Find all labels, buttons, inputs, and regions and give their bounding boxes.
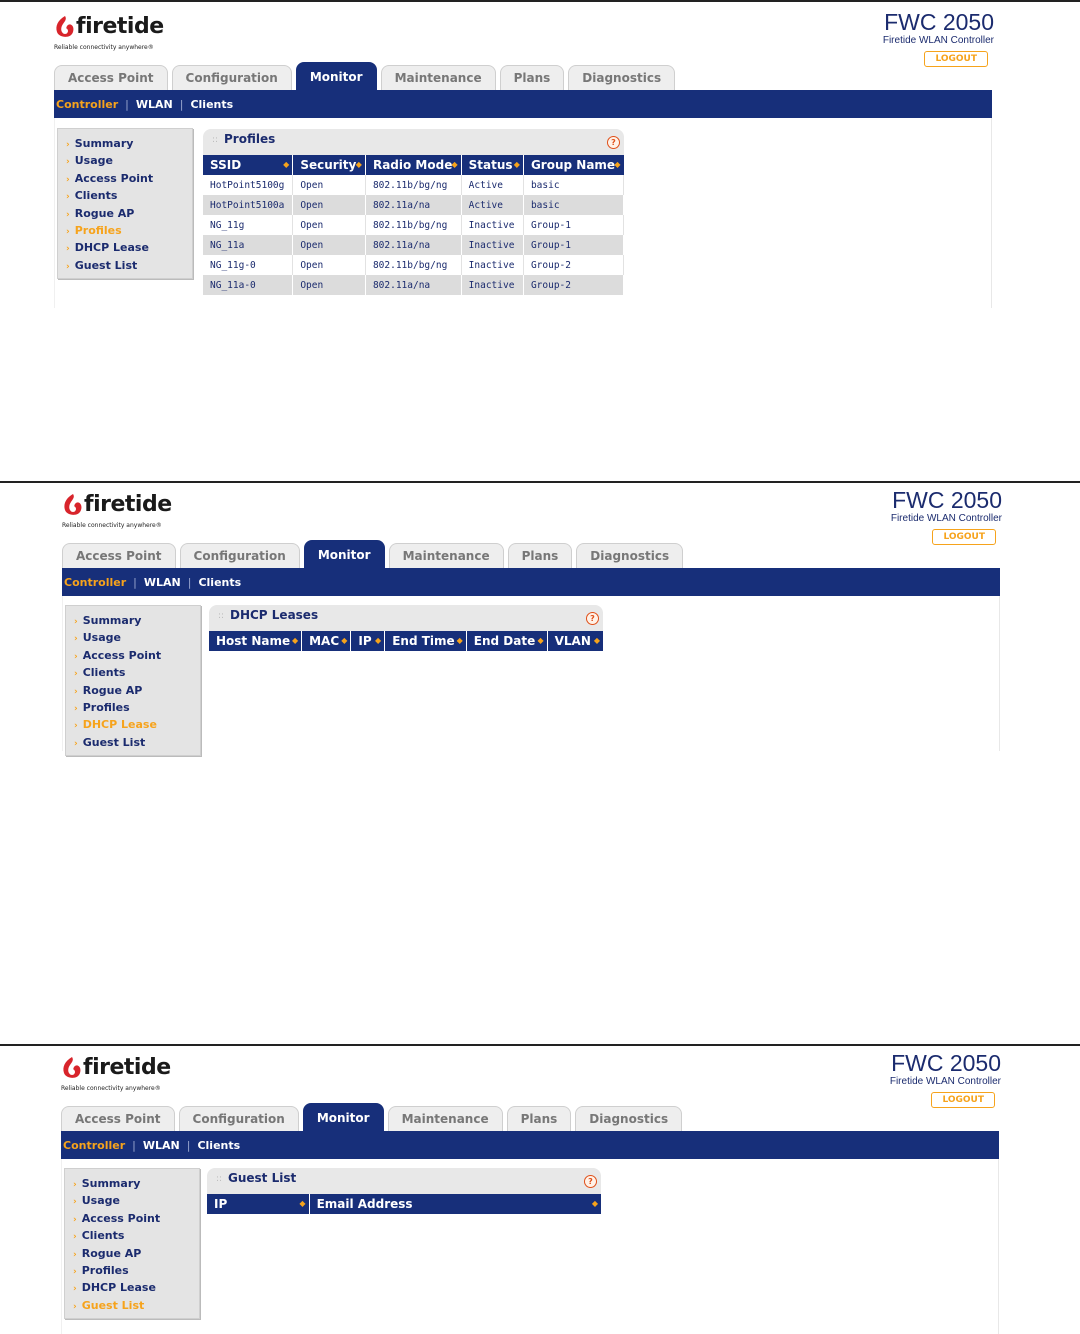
chevron-right-icon: › [74, 669, 78, 680]
tab-diagnostics[interactable]: Diagnostics [568, 65, 675, 91]
table-cell: Open [293, 275, 366, 295]
chevron-right-icon: › [74, 617, 78, 627]
table-cell: 802.11b/bg/ng [365, 255, 461, 275]
sort-icon[interactable]: ◆ [593, 636, 600, 645]
model-title: FWC 2050 [884, 9, 994, 35]
subnav-controller[interactable]: Controller [64, 575, 127, 589]
model-title: FWC 2050 [891, 1050, 1001, 1076]
chevron-right-icon: › [66, 244, 70, 255]
chevron-right-icon: › [74, 686, 78, 697]
chevron-right-icon: › [73, 1232, 77, 1243]
side-menu-label: Clients [82, 666, 126, 680]
main-tabs [62, 540, 683, 568]
table-row[interactable] [203, 175, 624, 195]
side-menu-item-rogue-ap[interactable] [58, 205, 192, 222]
chevron-right-icon: › [73, 1214, 77, 1225]
side-menu-item-summary[interactable] [65, 1175, 199, 1192]
tab-monitor[interactable]: Monitor [303, 1103, 384, 1132]
table-cell: Open [293, 255, 366, 275]
table-header-row [207, 1194, 601, 1214]
subnav-clients[interactable]: Clients [197, 1138, 241, 1152]
table-cell: Group-1 [523, 215, 623, 235]
subnav-wlan[interactable]: WLAN [135, 97, 173, 111]
sort-icon[interactable]: ◆ [291, 636, 299, 645]
model-block [890, 1051, 1001, 1108]
column-header-label: Radio Mode [372, 158, 453, 172]
column-header-group-name[interactable] [523, 155, 623, 175]
column-header-label: MAC [309, 634, 340, 648]
column-header-radio-mode[interactable] [365, 155, 461, 175]
data-table [207, 1194, 601, 1214]
side-menu-item-rogue-ap[interactable] [66, 682, 200, 699]
column-header-email-address[interactable] [309, 1194, 601, 1214]
content-area [54, 118, 992, 308]
subnav-clients[interactable]: Clients [198, 575, 242, 589]
model-subtitle: Firetide WLAN Controller [890, 513, 1002, 524]
logo-tagline: Reliable connectivity anywhere® [61, 1085, 161, 1092]
table-cell: NG_11g-0 [203, 255, 293, 275]
panel-title: Guest List [228, 1171, 297, 1185]
subnav-separator: | [133, 575, 137, 589]
table-cell: NG_11g [203, 215, 293, 235]
chevron-right-icon: › [74, 738, 78, 749]
side-menu-label: Guest List [82, 735, 146, 749]
column-header-security[interactable] [293, 155, 366, 175]
subnav-separator: | [186, 1138, 191, 1152]
sort-icon[interactable]: ◆ [591, 1199, 598, 1208]
table-cell: Open [293, 215, 366, 235]
side-menu-item-clients[interactable] [65, 1227, 199, 1244]
column-header-ip[interactable] [207, 1194, 309, 1214]
flame-logo-icon [61, 1055, 83, 1081]
tab-maintenance[interactable]: Maintenance [388, 1106, 503, 1132]
logo-tagline: Reliable connectivity anywhere® [62, 522, 162, 529]
table-cell: Group-2 [523, 275, 623, 295]
table-cell: Inactive [461, 275, 523, 295]
help-icon[interactable]: ? [607, 136, 620, 149]
table-cell: 802.11b/bg/ng [365, 215, 461, 235]
sub-navigation [54, 90, 992, 118]
side-menu-label: Guest List [74, 258, 138, 272]
logo-tagline: Reliable connectivity anywhere® [54, 44, 154, 51]
model-subtitle: Firetide WLAN Controller [882, 35, 994, 46]
table-cell: HotPoint5100a [203, 195, 293, 215]
tab-configuration[interactable]: Configuration [180, 543, 300, 569]
side-menu-label: Profiles [81, 1263, 129, 1277]
column-header-label: Status [468, 158, 513, 172]
data-panel [209, 605, 603, 651]
model-block [891, 488, 1002, 545]
side-menu-label: DHCP Lease [82, 718, 157, 732]
side-menu-label: Summary [81, 1177, 141, 1190]
side-menu-item-profiles[interactable] [66, 699, 200, 716]
chevron-right-icon: › [74, 703, 78, 714]
table-header-row [203, 155, 624, 175]
table-cell: Inactive [461, 215, 523, 235]
column-header-status[interactable] [461, 155, 523, 175]
sort-icon[interactable]: ◆ [614, 160, 621, 169]
logout-button[interactable]: LOGOUT [932, 529, 996, 545]
side-menu-label: Guest List [81, 1298, 145, 1312]
table-cell: HotPoint5100g [203, 175, 293, 195]
table-cell: Group-1 [523, 235, 623, 255]
side-menu [57, 128, 193, 279]
side-menu-item-clients[interactable] [66, 664, 200, 681]
column-header-ip[interactable] [351, 631, 385, 651]
model-block [883, 10, 994, 67]
sort-icon[interactable]: ◆ [513, 160, 520, 169]
side-menu-item-guest-list[interactable] [66, 734, 200, 751]
drag-handle-icon[interactable]: :: [218, 611, 225, 621]
app-screen [54, 4, 994, 308]
subnav-separator: | [125, 97, 129, 111]
data-table [203, 155, 624, 295]
table-cell: basic [523, 175, 623, 195]
side-menu-label: Usage [82, 631, 121, 645]
panel-header [207, 1168, 601, 1194]
table-row[interactable] [203, 215, 624, 235]
sort-icon[interactable]: ◆ [283, 160, 290, 169]
chevron-right-icon: › [66, 174, 70, 185]
subnav-clients[interactable]: Clients [190, 97, 234, 111]
side-menu-label: Usage [74, 154, 113, 168]
table-cell: NG_11a [203, 235, 293, 255]
side-menu-label: Summary [74, 137, 134, 150]
sub-navigation [61, 1131, 999, 1159]
side-menu-label: Usage [81, 1194, 120, 1208]
chevron-right-icon: › [66, 192, 70, 203]
panel-header [209, 605, 603, 631]
tab-access-point[interactable]: Access Point [61, 1106, 175, 1132]
help-icon[interactable]: ? [584, 1175, 597, 1188]
app-screen [62, 482, 1002, 751]
subnav-separator: | [132, 1138, 136, 1152]
model-subtitle: Firetide WLAN Controller [889, 1076, 1001, 1087]
table-cell: Inactive [461, 255, 523, 275]
chevron-right-icon: › [73, 1284, 77, 1295]
side-menu-label: Profiles [82, 700, 130, 714]
tab-access-point[interactable]: Access Point [54, 65, 168, 91]
table-cell: Group-2 [523, 255, 623, 275]
side-menu-label: DHCP Lease [74, 241, 149, 255]
app-screen [61, 1045, 1001, 1334]
side-menu-label: Access Point [74, 171, 154, 185]
column-header-label: Group Name [530, 158, 616, 172]
drag-handle-icon[interactable]: :: [216, 1174, 223, 1184]
side-menu-label: Rogue AP [74, 206, 135, 220]
flame-logo-icon [62, 492, 84, 518]
chevron-right-icon: › [66, 261, 70, 272]
logout-button[interactable]: LOGOUT [924, 51, 988, 67]
panel-title: DHCP Leases [230, 608, 319, 622]
tab-maintenance[interactable]: Maintenance [381, 65, 496, 91]
logout-button[interactable]: LOGOUT [931, 1092, 995, 1108]
side-menu-item-dhcp-lease[interactable] [58, 239, 192, 256]
table-cell: Active [461, 175, 523, 195]
side-menu-item-summary[interactable] [66, 612, 200, 629]
column-header-label: Email Address [316, 1197, 413, 1211]
subnav-wlan[interactable]: WLAN [143, 575, 181, 589]
side-menu-label: Access Point [81, 1211, 161, 1225]
sort-icon[interactable]: ◆ [456, 636, 463, 645]
side-menu-item-access-point[interactable] [65, 1210, 199, 1227]
panel-header [203, 129, 624, 155]
chevron-right-icon: › [66, 140, 70, 150]
column-header-end-date[interactable] [466, 631, 547, 651]
sort-icon[interactable]: ◆ [451, 160, 458, 169]
table-row[interactable] [203, 275, 624, 295]
chevron-right-icon: › [73, 1180, 77, 1190]
tab-configuration[interactable]: Configuration [172, 65, 292, 91]
help-icon[interactable]: ? [586, 612, 599, 625]
table-cell: 802.11a/na [365, 195, 461, 215]
drag-handle-icon[interactable]: :: [212, 135, 219, 145]
subnav-controller[interactable]: Controller [56, 97, 119, 111]
firetide-logo[interactable] [62, 492, 172, 536]
side-menu-label: Rogue AP [81, 1246, 142, 1260]
sort-icon[interactable]: ◆ [341, 636, 348, 645]
data-panel [207, 1168, 601, 1214]
chevron-right-icon: › [66, 226, 70, 237]
tab-configuration[interactable]: Configuration [179, 1106, 299, 1132]
model-title: FWC 2050 [892, 487, 1002, 513]
table-cell: Active [461, 195, 523, 215]
side-menu-item-rogue-ap[interactable] [65, 1245, 199, 1262]
chevron-right-icon: › [74, 721, 78, 732]
side-menu-item-access-point[interactable] [66, 647, 200, 664]
side-menu-item-dhcp-lease[interactable] [66, 716, 200, 733]
column-header-label: End Date [473, 634, 536, 648]
tab-diagnostics[interactable]: Diagnostics [576, 543, 683, 569]
subnav-separator: | [187, 575, 192, 589]
side-menu-item-summary[interactable] [58, 135, 192, 152]
side-menu-label: Clients [74, 189, 118, 203]
table-cell: 802.11b/bg/ng [365, 175, 461, 195]
column-header-label: Host Name [216, 634, 291, 648]
side-menu [65, 605, 201, 756]
subnav-wlan[interactable]: WLAN [142, 1138, 180, 1152]
table-cell: 802.11a/na [365, 235, 461, 255]
firetide-logo[interactable] [54, 14, 164, 58]
logo-wordmark: firetide [76, 14, 164, 39]
sub-navigation [62, 568, 1000, 596]
column-header-label: SSID [210, 158, 242, 172]
side-menu-item-guest-list[interactable] [58, 257, 192, 274]
table-header-row [209, 631, 603, 651]
column-header-label: IP [358, 634, 372, 648]
chevron-right-icon: › [74, 651, 78, 662]
side-menu-item-profiles[interactable] [58, 222, 192, 239]
logo-wordmark: firetide [84, 492, 172, 517]
side-menu-item-clients[interactable] [58, 187, 192, 204]
side-menu-label: Summary [82, 614, 142, 627]
chevron-right-icon: › [73, 1301, 77, 1312]
side-menu-item-usage[interactable] [65, 1192, 199, 1209]
side-menu-item-usage[interactable] [58, 152, 192, 169]
table-row[interactable] [203, 235, 624, 255]
side-menu-item-dhcp-lease[interactable] [65, 1279, 199, 1296]
side-menu-label: Clients [81, 1229, 125, 1243]
main-tabs [61, 1103, 682, 1131]
side-menu-label: Rogue AP [82, 683, 143, 697]
table-cell: 802.11a/na [365, 275, 461, 295]
side-menu-item-guest-list[interactable] [65, 1297, 199, 1314]
side-menu-item-profiles[interactable] [65, 1262, 199, 1279]
main-tabs [54, 62, 675, 90]
side-menu-item-usage[interactable] [66, 629, 200, 646]
sort-icon[interactable]: ◆ [299, 1199, 306, 1208]
chevron-right-icon: › [74, 634, 78, 645]
side-menu [64, 1168, 200, 1319]
sort-icon[interactable]: ◆ [537, 636, 544, 645]
subnav-separator: | [179, 97, 184, 111]
column-header-label: End Time [392, 634, 455, 648]
chevron-right-icon: › [73, 1249, 77, 1260]
chevron-right-icon: › [66, 157, 70, 168]
table-cell: Open [293, 235, 366, 255]
column-header-host-name[interactable] [209, 631, 302, 651]
data-panel [203, 129, 624, 295]
table-cell: NG_11a-0 [203, 275, 293, 295]
side-menu-label: Access Point [82, 648, 162, 662]
sort-icon[interactable]: ◆ [375, 636, 382, 645]
column-header-label: VLAN [554, 634, 591, 648]
table-row[interactable] [203, 255, 624, 275]
column-header-ssid[interactable] [203, 155, 293, 175]
table-cell: basic [523, 195, 623, 215]
screen-divider-top [0, 0, 1080, 2]
table-cell: Inactive [461, 235, 523, 255]
tab-access-point[interactable]: Access Point [62, 543, 176, 569]
tab-diagnostics[interactable]: Diagnostics [575, 1106, 682, 1132]
chevron-right-icon: › [66, 209, 70, 220]
table-row[interactable] [203, 195, 624, 215]
tab-monitor[interactable]: Monitor [296, 62, 377, 91]
firetide-logo[interactable] [61, 1055, 171, 1099]
table-cell: Open [293, 175, 366, 195]
side-menu-label: Profiles [74, 223, 122, 237]
table-cell: Open [293, 195, 366, 215]
content-area [61, 1159, 999, 1334]
tab-plans[interactable]: Plans [507, 1106, 572, 1132]
column-header-label: IP [214, 1197, 228, 1211]
tab-maintenance[interactable]: Maintenance [389, 543, 504, 569]
column-header-mac[interactable] [302, 631, 351, 651]
panel-title: Profiles [224, 132, 276, 146]
chevron-right-icon: › [73, 1197, 77, 1208]
column-header-end-time[interactable] [385, 631, 467, 651]
subnav-controller[interactable]: Controller [63, 1138, 126, 1152]
chevron-right-icon: › [73, 1266, 77, 1277]
flame-logo-icon [54, 14, 76, 40]
sort-icon[interactable]: ◆ [355, 160, 362, 169]
tab-plans[interactable]: Plans [500, 65, 565, 91]
column-header-vlan[interactable] [547, 631, 603, 651]
side-menu-item-access-point[interactable] [58, 170, 192, 187]
content-area [62, 596, 1000, 751]
side-menu-label: DHCP Lease [81, 1281, 156, 1295]
column-header-label: Security [300, 158, 357, 172]
tab-plans[interactable]: Plans [508, 543, 573, 569]
logo-wordmark: firetide [83, 1055, 171, 1080]
tab-monitor[interactable]: Monitor [304, 540, 385, 569]
data-table [209, 631, 603, 651]
